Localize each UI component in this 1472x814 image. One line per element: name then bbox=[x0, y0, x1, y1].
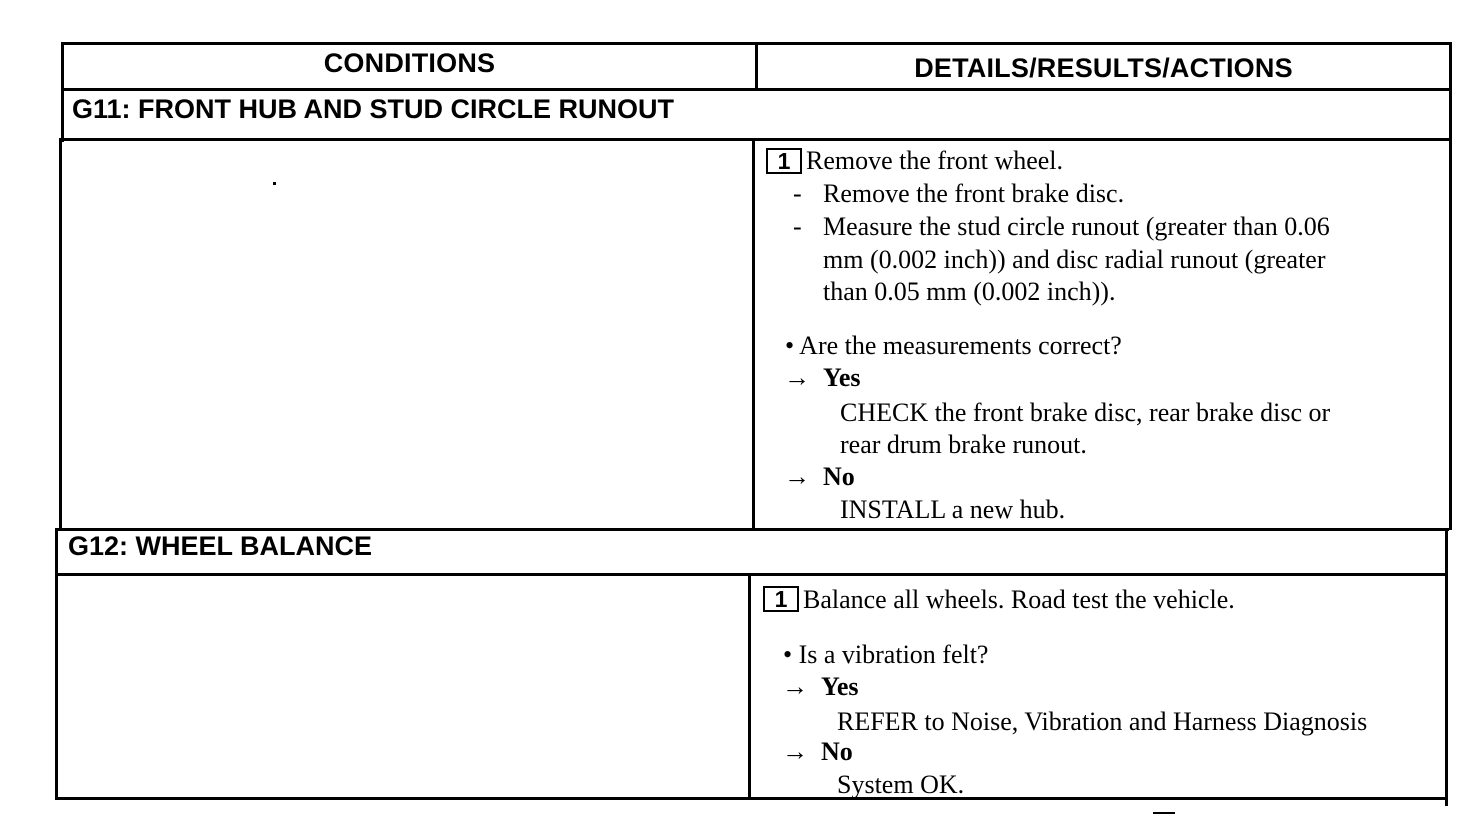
section-title-g12: G12: WHEEL BALANCE bbox=[68, 531, 373, 561]
question-text: • Are the measurements correct? bbox=[785, 331, 1122, 360]
yes-label: Yes bbox=[823, 363, 861, 392]
yes-action: REFER to Noise, Vibration and Harness Diagnosis bbox=[837, 707, 1368, 736]
step-text: Balance all wheels. Road test the vehicle. bbox=[803, 585, 1235, 614]
column-divider bbox=[752, 138, 755, 530]
yes-arrow: → bbox=[782, 672, 808, 701]
sub-step-text: than 0.05 mm (0.002 inch)). bbox=[823, 277, 1116, 306]
question-text: • Is a vibration felt? bbox=[783, 640, 989, 669]
section-divider bbox=[59, 138, 1451, 141]
yes-action: rear drum brake runout. bbox=[840, 430, 1087, 459]
no-arrow: → bbox=[784, 462, 810, 491]
sub-step-text: Remove the front brake disc. bbox=[823, 179, 1125, 208]
no-label: No bbox=[823, 462, 855, 491]
table-border-right bbox=[1445, 528, 1448, 806]
section-title-g11: G11: FRONT HUB AND STUD CIRCLE RUNOUT bbox=[72, 94, 675, 124]
section-divider bbox=[55, 573, 1447, 576]
table-border-left bbox=[55, 528, 58, 798]
column-divider bbox=[748, 573, 751, 800]
step-number-box: 1 bbox=[763, 586, 799, 612]
sub-step-text: Measure the stud circle runout (greater than 0.06 bbox=[823, 212, 1330, 241]
table-border-right bbox=[1449, 42, 1452, 530]
column-header-conditions: CONDITIONS bbox=[323, 48, 496, 78]
no-action: System OK. bbox=[837, 770, 965, 799]
yes-action: CHECK the front brake disc, rear brake disc or bbox=[840, 398, 1331, 427]
sub-step-text: mm (0.002 inch)) and disc radial runout (greater bbox=[823, 245, 1326, 274]
no-arrow: → bbox=[782, 737, 808, 766]
step-text: Remove the front wheel. bbox=[806, 146, 1064, 175]
step-number-box: 1 bbox=[766, 148, 802, 174]
yes-label: Yes bbox=[821, 672, 859, 701]
yes-arrow: → bbox=[784, 363, 810, 392]
stray-speck bbox=[273, 182, 276, 185]
table-border-bottom bbox=[55, 797, 1447, 800]
table-border-left bbox=[59, 140, 62, 530]
no-label: No bbox=[821, 737, 853, 766]
sub-step-dash: - bbox=[793, 179, 802, 208]
column-header-details: DETAILS/RESULTS/ACTIONS bbox=[914, 53, 1293, 83]
no-action: INSTALL a new hub. bbox=[840, 495, 1066, 524]
sub-step-dash: - bbox=[793, 212, 802, 241]
